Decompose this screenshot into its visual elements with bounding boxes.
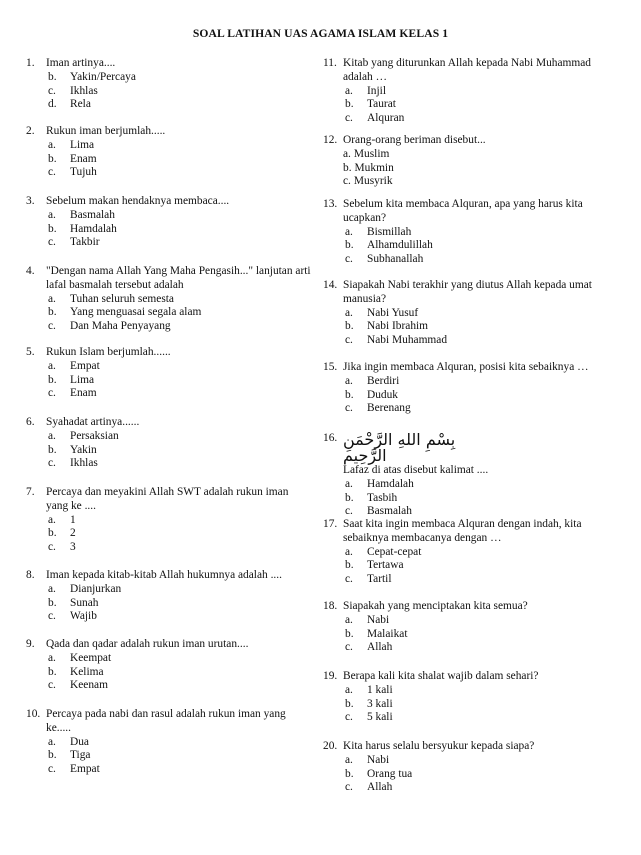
option-letter: b.: [345, 559, 354, 572]
answer-option: [323, 614, 613, 628]
question-20: [323, 740, 613, 795]
option-text: Berenang: [367, 402, 411, 415]
option-text: Rela: [70, 98, 91, 111]
question-text: Rukun iman berjumlah.....: [46, 125, 166, 137]
answer-option: [26, 541, 311, 555]
option-text: Wajib: [70, 610, 97, 623]
question-number: 4.: [26, 265, 35, 277]
question-12: [323, 134, 613, 189]
question-18: [323, 600, 613, 655]
option-letter: a.: [48, 513, 56, 526]
option-text: Malaikat: [367, 627, 408, 640]
option-text: Tasbih: [367, 491, 398, 504]
option-letter: b.: [48, 596, 57, 609]
option-text: 1 kali: [367, 683, 393, 696]
option-letter: c.: [48, 166, 56, 179]
option-text: Nabi Yusuf: [367, 306, 419, 319]
question-number: 15.: [323, 361, 338, 373]
answer-option: [26, 306, 311, 320]
question-text: Kita harus selalu bersyukur kepada siapa?: [343, 740, 535, 752]
question-number: 9.: [26, 638, 35, 650]
answer-option: [323, 307, 613, 321]
question-number: 5.: [26, 346, 35, 358]
option-text: Berdiri: [367, 374, 400, 387]
question-text: Sebelum kita membaca Alquran, apa yang harus kita ucapkan?: [343, 198, 583, 224]
option-letter: b.: [345, 767, 354, 780]
option-text: Sunah: [70, 596, 99, 609]
question-number: 20.: [323, 740, 338, 752]
option-letter: b.: [48, 222, 57, 235]
option-letter: c.: [48, 541, 56, 554]
option-text: Kelima: [70, 665, 104, 678]
question-number: 17.: [323, 518, 338, 530]
answer-option: [323, 175, 613, 189]
option-letter: b.: [345, 491, 354, 504]
answer-option: [26, 749, 311, 763]
answer-option: [26, 236, 311, 250]
question-text: Saat kita ingin membaca Alquran dengan indah, kita sebaiknya membacanya dengan …: [343, 518, 582, 544]
question-number: 16.: [323, 432, 338, 444]
option-letter: b.: [345, 388, 354, 401]
question-text: Kitab yang diturunkan Allah kepada Nabi Muhammad adalah …: [343, 57, 592, 83]
option-letter: b.: [345, 98, 354, 111]
answer-option: [26, 209, 311, 223]
answer-option: [26, 85, 311, 99]
option-letter: a.: [345, 477, 353, 490]
option-letter: b.: [48, 665, 57, 678]
option-letter: c.: [48, 236, 56, 249]
answer-option: [323, 684, 613, 698]
answer-option: [26, 166, 311, 180]
option-text: Alquran: [367, 112, 405, 125]
question-4: [26, 265, 311, 334]
question-text: Siapakah yang menciptakan kita semua?: [343, 600, 528, 612]
option-text: Nabi: [367, 613, 390, 626]
question-8: [26, 569, 311, 624]
option-letter: a.: [48, 735, 56, 748]
answer-option: [26, 71, 311, 85]
option-letter: c.: [345, 781, 353, 794]
option-text: Lima: [70, 373, 95, 386]
option-text: Alhamdulillah: [367, 239, 433, 252]
option-letter: a.: [48, 582, 56, 595]
page-title: SOAL LATIHAN UAS AGAMA ISLAM KELAS 1: [192, 27, 449, 40]
question-14: [323, 279, 613, 348]
option-letter: c.: [48, 679, 56, 692]
answer-option: [26, 444, 311, 458]
answer-option: [26, 583, 311, 597]
answer-option: [323, 546, 613, 560]
answer-option: [323, 148, 613, 162]
option-letter: c.: [48, 320, 56, 333]
answer-option: [323, 492, 613, 506]
answer-option: [323, 320, 613, 334]
answer-option: [26, 457, 311, 471]
option-letter: c.: [345, 641, 353, 654]
option-letter: c.: [48, 610, 56, 623]
option-letter: c.: [345, 573, 353, 586]
answer-option: [323, 253, 613, 267]
option-text: Dan Maha Penyayang: [70, 320, 171, 333]
answer-option: [323, 698, 613, 712]
option-text: Dianjurkan: [70, 582, 122, 595]
option-letter: a.: [343, 147, 351, 160]
answer-option: [323, 389, 613, 403]
answer-option: [323, 85, 613, 99]
answer-option: [323, 573, 613, 587]
answer-option: [26, 679, 311, 693]
option-text: Allah: [367, 641, 393, 654]
answer-option: [323, 641, 613, 655]
option-text: Keempat: [70, 651, 112, 664]
option-text: 5 kali: [367, 711, 393, 724]
option-letter: b.: [345, 697, 354, 710]
option-letter: b.: [48, 443, 57, 456]
question-10: [26, 708, 311, 777]
question-text: Iman artinya....: [46, 57, 116, 69]
option-text: Nabi Ibrahim: [367, 320, 429, 333]
option-letter: b.: [48, 749, 57, 762]
option-text: Persaksian: [70, 429, 119, 442]
answer-option: [26, 374, 311, 388]
answer-option: [26, 763, 311, 777]
option-text: 3 kali: [367, 697, 393, 710]
question-text: Berapa kali kita shalat wajib dalam sehari?: [343, 670, 539, 682]
option-text: Tertawa: [367, 559, 404, 572]
answer-option: [323, 478, 613, 492]
option-letter: c.: [345, 402, 353, 415]
question-text: Percaya dan meyakini Allah SWT adalah rukun iman yang ke ....: [46, 486, 289, 512]
question-3: [26, 195, 311, 250]
option-text: Hamdalah: [367, 477, 414, 490]
answer-option: [323, 334, 613, 348]
option-text: Muslim: [353, 147, 390, 160]
answer-option: [26, 527, 311, 541]
option-letter: c.: [48, 763, 56, 776]
question-text: Iman kepada kitab-kitab Allah hukumnya adalah ....: [46, 569, 282, 581]
option-letter: c.: [343, 175, 351, 188]
answer-option: [26, 223, 311, 237]
option-letter: b.: [345, 320, 354, 333]
question-number: 18.: [323, 600, 338, 612]
option-letter: a.: [345, 84, 353, 97]
question-number: 10.: [26, 708, 41, 720]
answer-option: [323, 226, 613, 240]
option-letter: a.: [345, 613, 353, 626]
answer-option: [323, 239, 613, 253]
option-text: Hamdalah: [70, 222, 117, 235]
answer-option: [323, 628, 613, 642]
question-7: [26, 486, 311, 555]
question-6: [26, 416, 311, 471]
answer-option: [323, 559, 613, 573]
answer-option: [26, 98, 311, 112]
option-text: Tiga: [70, 749, 91, 762]
option-letter: a.: [345, 306, 353, 319]
question-text: Jika ingin membaca Alquran, posisi kita sebaiknya …: [343, 361, 589, 373]
answer-option: [26, 153, 311, 167]
option-letter: a.: [48, 429, 56, 442]
option-letter: b.: [48, 527, 57, 540]
option-text: Subhanallah: [367, 253, 424, 266]
question-19: [323, 670, 613, 725]
option-text: Yang menguasai segala alam: [70, 306, 202, 319]
option-text: Dua: [70, 735, 89, 748]
option-text: Enam: [70, 387, 97, 400]
question-number: 19.: [323, 670, 338, 682]
option-text: Cepat-cepat: [367, 545, 422, 558]
question-5: [26, 346, 311, 401]
answer-option: [26, 652, 311, 666]
option-text: Bismillah: [367, 225, 412, 238]
answer-option: [26, 360, 311, 374]
question-number: 2.: [26, 125, 35, 137]
answer-option: [323, 402, 613, 416]
basmalah-arabic-text: بِسْمِ اللهِ الرَّحْمَنِ الرَّحِيم: [343, 430, 456, 465]
option-text: Musyrik: [353, 175, 393, 188]
question-15: [323, 361, 613, 416]
question-number: 7.: [26, 486, 35, 498]
answer-option: [26, 387, 311, 401]
question-text: "Dengan nama Allah Yang Maha Pengasih..." lanjutan arti lafal basmalah tersebut adalah: [46, 265, 311, 291]
option-letter: c.: [48, 387, 56, 400]
option-letter: b.: [48, 306, 57, 319]
option-letter: b.: [48, 152, 57, 165]
question-number: 1.: [26, 57, 35, 69]
answer-option: [323, 98, 613, 112]
option-text: Nabi: [367, 753, 390, 766]
question-text: Rukun Islam berjumlah......: [46, 346, 171, 358]
option-letter: a.: [345, 374, 353, 387]
option-letter: c.: [48, 457, 56, 470]
option-letter: d.: [48, 98, 57, 111]
question-text: Qada dan qadar adalah rukun iman urutan....: [46, 638, 249, 650]
option-text: 2: [70, 527, 76, 540]
question-1: [26, 57, 311, 112]
option-letter: b.: [345, 627, 354, 640]
option-letter: a.: [48, 208, 56, 221]
question-number: 14.: [323, 279, 338, 291]
option-letter: a.: [48, 651, 56, 664]
answer-option: [26, 610, 311, 624]
answer-option: [26, 430, 311, 444]
question-number: 8.: [26, 569, 35, 581]
answer-option: [323, 375, 613, 389]
option-text: Nabi Muhammad: [367, 334, 448, 347]
option-letter: a.: [48, 359, 56, 372]
option-text: Takbir: [70, 236, 100, 249]
option-text: Allah: [367, 781, 393, 794]
option-text: Duduk: [367, 388, 399, 401]
question-text: Percaya pada nabi dan rasul adalah rukun iman yang ke.....: [46, 708, 286, 734]
question-number: 6.: [26, 416, 35, 428]
question-11: [323, 57, 613, 126]
question-number: 11.: [323, 57, 337, 69]
option-text: Keenam: [70, 679, 108, 692]
option-text: Tartil: [367, 573, 392, 586]
answer-option: [323, 112, 613, 126]
answer-option: [26, 736, 311, 750]
answer-option: [323, 162, 613, 176]
question-text: Lafaz di atas disebut kalimat ....: [343, 464, 489, 476]
option-letter: b.: [48, 373, 57, 386]
option-text: Yakin: [70, 443, 97, 456]
option-letter: a.: [345, 683, 353, 696]
answer-option: [26, 597, 311, 611]
option-letter: a.: [345, 545, 353, 558]
option-text: Ikhlas: [70, 84, 98, 97]
option-text: Enam: [70, 152, 97, 165]
option-letter: c.: [345, 253, 353, 266]
question-text: Siapakah Nabi terakhir yang diutus Allah kepada umat manusia?: [343, 279, 592, 305]
option-text: Lima: [70, 138, 95, 151]
option-letter: c.: [345, 711, 353, 724]
answer-option: [26, 666, 311, 680]
option-text: Basmalah: [70, 208, 115, 221]
option-letter: b.: [345, 239, 354, 252]
question-13: [323, 198, 613, 267]
question-number: 12.: [323, 134, 338, 146]
answer-option: [323, 768, 613, 782]
question-17: [323, 518, 613, 587]
option-letter: a.: [48, 138, 56, 151]
question-text: Syahadat artinya......: [46, 416, 140, 428]
question-2: [26, 125, 311, 180]
option-letter: c.: [345, 112, 353, 125]
answer-option: [26, 139, 311, 153]
option-letter: a.: [345, 225, 353, 238]
option-text: Empat: [70, 359, 100, 372]
option-text: Basmalah: [367, 505, 412, 518]
option-letter: c.: [345, 334, 353, 347]
option-text: Taurat: [367, 98, 396, 111]
option-text: Yakin/Percaya: [70, 70, 136, 83]
option-letter: b.: [343, 161, 352, 174]
option-letter: a.: [48, 292, 56, 305]
option-letter: c.: [48, 84, 56, 97]
option-letter: c.: [345, 505, 353, 518]
option-letter: b.: [48, 70, 57, 83]
answer-option: [26, 293, 311, 307]
question-number: 13.: [323, 198, 338, 210]
answer-option: [323, 711, 613, 725]
answer-option: [26, 320, 311, 334]
question-text: Sebelum makan hendaknya membaca....: [46, 195, 230, 207]
option-text: Injil: [367, 84, 386, 97]
question-text: Orang-orang beriman disebut...: [343, 134, 486, 146]
option-text: Tuhan seluruh semesta: [70, 292, 174, 305]
option-letter: a.: [345, 753, 353, 766]
option-text: 1: [70, 513, 76, 526]
option-text: Empat: [70, 763, 100, 776]
question-number: 3.: [26, 195, 35, 207]
question-9: [26, 638, 311, 693]
question-16: [323, 432, 613, 519]
answer-option: [323, 754, 613, 768]
option-text: 3: [70, 541, 76, 554]
option-text: Ikhlas: [70, 457, 98, 470]
answer-option: [323, 781, 613, 795]
option-text: Orang tua: [367, 767, 413, 780]
option-text: Mukmin: [354, 161, 394, 174]
option-text: Tujuh: [70, 166, 97, 179]
answer-option: [26, 514, 311, 528]
